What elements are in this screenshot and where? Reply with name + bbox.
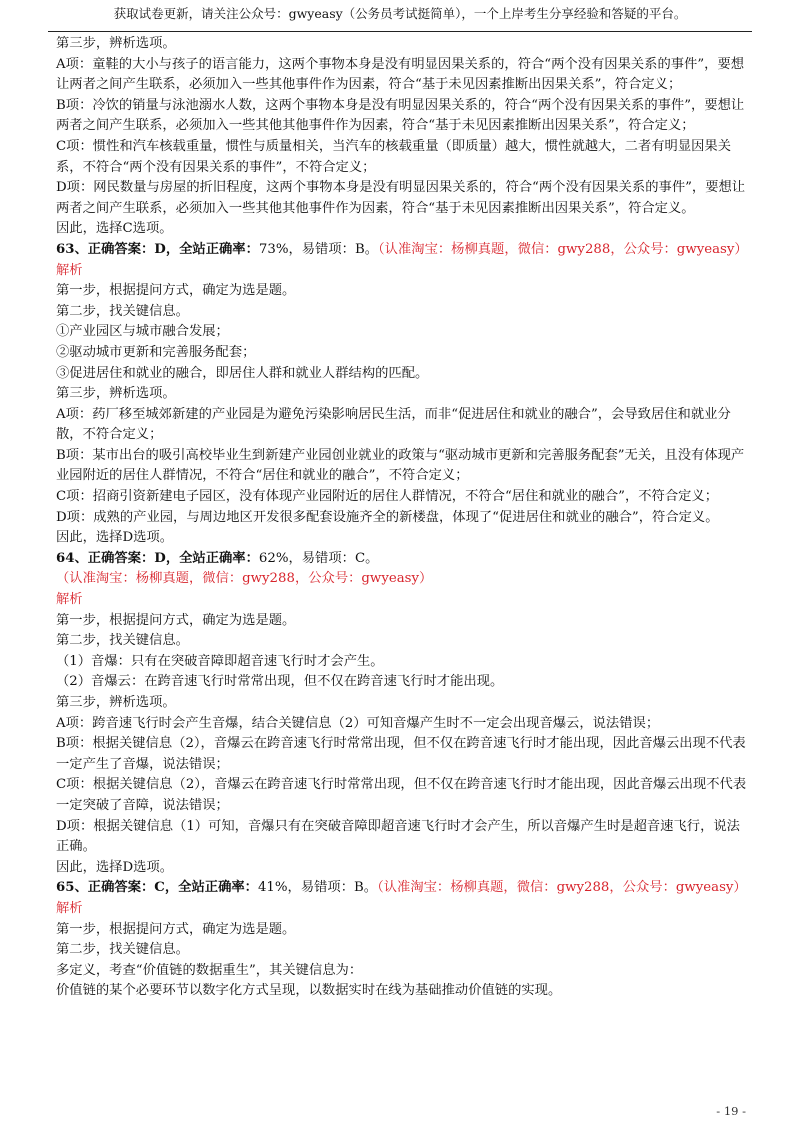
answer-line [56,240,748,261]
common-mistake: ，易错项：B。 [287,880,378,896]
source-note: （认准淘宝：杨柳真题，微信：gwy288，公众号：gwyeasy） [377,880,747,896]
paragraph: ③促进居住和就业的融合，即居住人群和就业人群结构的匹配。 [56,365,429,381]
paragraph: C项：招商引资新建电子园区，没有体现产业园附近的居住人群情况，不符合“居住和就业的融合”，不符合定义； [56,489,719,505]
analysis-heading: 解析 [56,900,83,916]
paragraph: D项：成熟的产业园，与周边地区开发很多配套设施齐全的新楼盘，体现了“促进居住和就业的融合”，符合定义。 [56,509,719,525]
answer-label: 65、正确答案： [56,880,155,896]
accuracy-label: ，全站正确率： [165,241,259,257]
paragraph: ②驱动城市更新和完善服务配套； [56,344,256,360]
source-note: （认准淘宝：杨柳真题，微信：gwy288，公众号：gwyeasy） [378,241,748,257]
paragraph: 第一步，根据提问方式，确定为选是题。 [56,612,296,628]
paragraph: 第一步，根据提问方式，确定为选是题。 [56,921,296,937]
page-header [0,0,800,26]
paragraph: A项：童鞋的大小与孩子的语言能力，这两个事物本身是没有明显因果关系的，符合“两个没有因果关系的事件”，要想让两者之间产生联系，必须加入一些其他事件作为因素，符合“基于未见因素推断出因果关系”，符合定义； [56,56,745,93]
paragraph: B项：某市出台的吸引高校毕业生到新建产业园创业就业的政策与“驱动城市更新和完善服务配套”无关，且没有体现产业园附近的居住人群情况，不符合“居住和就业的融合”，不符合定义； [56,447,745,484]
paragraph: 第二步，找关键信息。 [56,633,189,649]
accuracy-label: ，全站正确率： [164,880,258,896]
paragraph: D项：根据关键信息（1）可知，音爆只有在突破音障即超音速飞行时才会产生，所以音爆产生时是超音速飞行，说法正确。 [56,818,740,855]
correct-answer: C [154,880,165,896]
paragraph: 多定义，考查“价值链的数据重生”，其关键信息为： [56,962,363,978]
analysis-heading: 解析 [56,592,83,608]
accuracy-rate: 73% [258,241,289,257]
paragraph: 第三步，辨析选项。 [56,695,176,710]
header-text: 获取试卷更新，请关注公众号：gwyeasy（公务员考试挺简单），一个上岸考生分享经验和答疑的平台。 [113,6,687,21]
accuracy-label: ，全站正确率： [165,550,259,566]
paragraph: 第一步，根据提问方式，确定为选是题。 [56,283,296,299]
paragraph: A项：药厂移至城郊新建的产业园是为避免污染影响居民生活，而非“促进居住和就业的融合”，会导致居住和就业分散，不符合定义； [56,406,731,443]
common-mistake: ，易错项：C。 [288,550,379,566]
paragraph: D项：网民数量与房屋的折旧程度，这两个事物本身是没有明显因果关系的，符合“两个没有因果关系的事件”，要想让两者之间产生联系，必须加入一些其他其他事件作为因素，符合“基于未见因素推断出因果关系”，符合定义。 [56,180,746,216]
paragraph: B项：冷饮的销量与泳池溺水人数，这两个事物本身是没有明显因果关系的，符合“两个没有因果关系的事件”，要想让两者之间产生联系，必须加入一些其他其他事件作为因素，符合“基于未见因素推断出因果关系”，符合定义； [56,97,745,134]
paragraph: 因此，选择D选项。 [56,530,174,546]
answer-line [56,549,748,590]
answer-line [56,878,748,899]
paragraph: 第二步，找关键信息。 [56,942,189,958]
paragraph: （2）音爆云：在跨音速飞行时常常出现，但不仅在跨音速飞行时才能出现。 [56,674,504,690]
answer-label: 63、正确答案： [56,241,155,257]
paragraph: （1）音爆：只有在突破音障即超音速飞行时才会产生。 [56,653,384,669]
paragraph: 第三步，辨析选项。 [56,36,176,51]
paragraph: C项：根据关键信息（2），音爆云在跨音速飞行时常常出现，但不仅在跨音速飞行时才能出现，因此音爆云出现不代表一定突破了音障，说法错误； [56,777,747,813]
accuracy-rate: 41% [257,880,288,896]
paragraph: ①产业园区与城市融合发展； [56,324,229,340]
correct-answer: D [154,550,166,566]
document-body [56,34,748,1002]
paragraph: 第三步，辨析选项。 [56,386,176,402]
paragraph: A项：跨音速飞行时会产生音爆，结合关键信息（2）可知音爆产生时不一定会出现音爆云，说法错误； [56,715,660,731]
paragraph: 第二步，找关键信息。 [56,303,189,319]
paragraph: 因此，选择D选项。 [56,859,174,875]
paragraph: 价值链的某个必要环节以数字化方式呈现，以数据实时在线为基础推动价值链的实现。 [56,983,562,999]
source-note: （认准淘宝：杨柳真题，微信：gwy288，公众号：gwyeasy） [56,571,433,587]
paragraph: 因此，选择C选项。 [56,221,173,237]
correct-answer: D [154,241,166,257]
answer-label: 64、正确答案： [56,550,155,566]
paragraph: C项：惯性和汽车核载重量，惯性与质量相关，当汽车的核载重量（即质量）越大，惯性就越大，二者有明显因果关系，不符合“两个没有因果关系的事件”，不符合定义； [56,138,732,175]
page-number: - 19 - [716,1104,746,1118]
common-mistake: ，易错项：B。 [288,241,379,257]
accuracy-rate: 62% [258,550,289,566]
paragraph: B项：根据关键信息（2），音爆云在跨音速飞行时常常出现，但不仅在跨音速飞行时才能出现，因此音爆云出现不代表一定产生了音爆，说法错误； [56,736,746,772]
header-divider [48,31,752,32]
analysis-heading: 解析 [56,262,83,278]
